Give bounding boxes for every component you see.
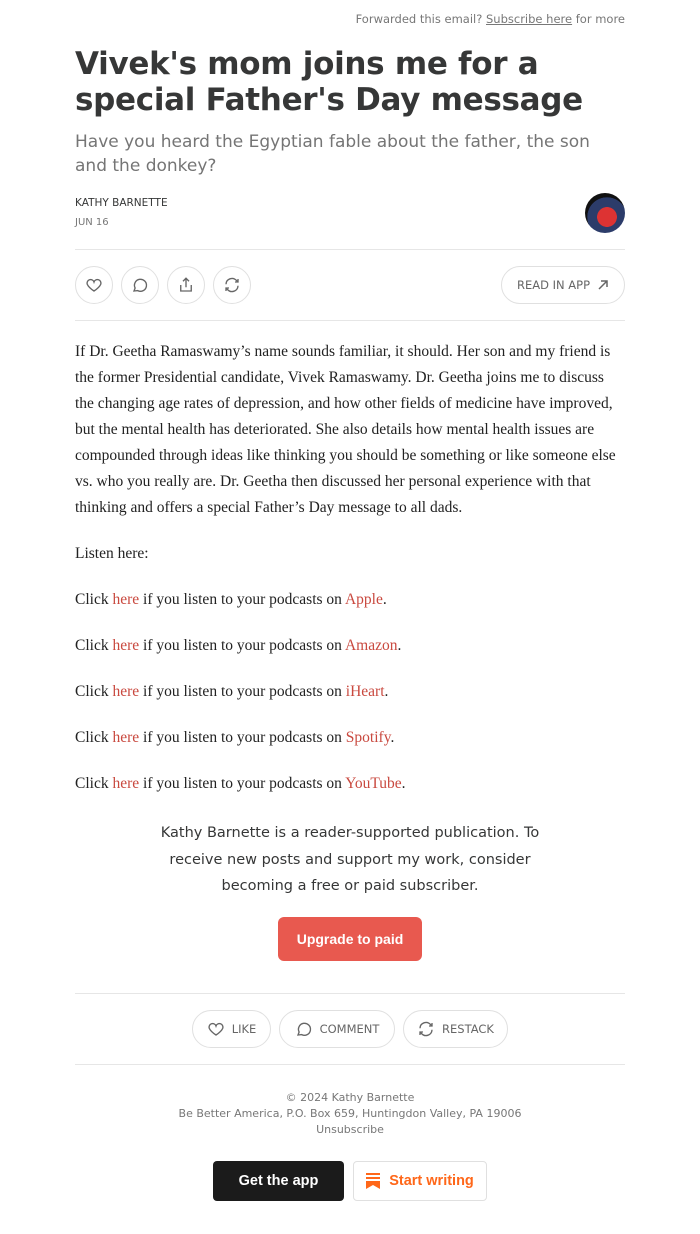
divider xyxy=(75,993,625,994)
platform-link[interactable]: iHeart xyxy=(345,683,385,700)
podcast-link-line: Click here if you listen to your podcasts on Spotify. xyxy=(75,729,395,746)
footer xyxy=(75,1090,625,1138)
copyright: © 2024 Kathy Barnette xyxy=(285,1091,415,1104)
share-icon xyxy=(177,276,195,294)
here-link[interactable]: here xyxy=(112,775,140,792)
here-link[interactable]: here xyxy=(112,683,140,700)
heart-icon xyxy=(85,276,103,294)
comment-button[interactable] xyxy=(121,266,159,304)
author-name[interactable]: KATHY BARNETTE xyxy=(75,197,168,209)
get-the-app-button[interactable]: Get the app xyxy=(213,1161,344,1201)
forward-notice: Forwarded this email? Subscribe here for more xyxy=(355,12,625,26)
here-link[interactable]: here xyxy=(112,591,140,608)
podcast-link-line: Click here if you listen to your podcasts on Apple. xyxy=(75,591,387,608)
upgrade-to-paid-button[interactable]: Upgrade to paid xyxy=(278,917,422,961)
restack-icon xyxy=(417,1020,435,1038)
unsubscribe-link[interactable]: Unsubscribe xyxy=(316,1123,384,1136)
substack-logo-icon xyxy=(366,1173,380,1189)
comment-icon xyxy=(131,276,149,294)
intro-paragraph: If Dr. Geetha Ramaswamy’s name sounds familiar, it should. Her son and my friend is the former Presidential candidate, Vivek Ramaswamy. Dr. Geetha joins me to discuss the changing age rates of depression, and how other fields of medicine have improved, but the mental health has deteriorated. She also details how mental health issues are compounded through ideas like thinking you should be something or like someone else vs. who you really are. Dr. Geetha then discussed her personal experience with that thinking and offers a special Father’s Day message to all dads. xyxy=(75,343,616,516)
restack-icon xyxy=(223,276,241,294)
platform-link[interactable]: Amazon xyxy=(344,637,398,654)
subscribe-cta-text: Kathy Barnette is a reader-supported publication. To receive new posts and support my work, consider becoming a free or paid subscriber. xyxy=(160,825,540,894)
subscribe-link[interactable]: Subscribe here xyxy=(486,12,573,26)
post-subtitle: Have you heard the Egyptian fable about the father, the son and the donkey? xyxy=(75,132,590,176)
podcast-link-line: Click here if you listen to your podcasts on YouTube. xyxy=(75,775,406,792)
arrow-up-right-icon xyxy=(597,279,609,291)
post-body xyxy=(75,339,625,817)
post-date: JUN 16 xyxy=(75,217,109,228)
listen-label: Listen here: xyxy=(75,545,149,562)
avatar[interactable] xyxy=(585,193,625,233)
podcast-link-line: Click here if you listen to your podcasts on Amazon. xyxy=(75,637,402,654)
podcast-link-line: Click here if you listen to your podcasts on iHeart. xyxy=(75,683,389,700)
like-pill-button[interactable]: LIKE xyxy=(192,1010,271,1048)
comment-pill-button[interactable]: COMMENT xyxy=(279,1010,395,1048)
here-link[interactable]: here xyxy=(112,637,140,654)
post-title[interactable]: Vivek's mom joins me for a special Father's Day message xyxy=(75,46,583,118)
share-button[interactable] xyxy=(167,266,205,304)
restack-button[interactable] xyxy=(213,266,251,304)
platform-link[interactable]: YouTube xyxy=(345,775,402,792)
divider xyxy=(75,320,625,321)
comment-icon xyxy=(295,1020,313,1038)
heart-icon xyxy=(207,1020,225,1038)
address: Be Better America, P.O. Box 659, Huntingdon Valley, PA 19006 xyxy=(178,1107,522,1120)
platform-link[interactable]: Spotify xyxy=(345,729,391,746)
like-button[interactable] xyxy=(75,266,113,304)
read-in-app-button[interactable]: READ IN APP xyxy=(501,266,625,304)
here-link[interactable]: here xyxy=(112,729,140,746)
restack-pill-button[interactable]: RESTACK xyxy=(403,1010,508,1048)
divider xyxy=(75,1064,625,1065)
divider xyxy=(75,249,625,250)
start-writing-button[interactable]: Start writing xyxy=(353,1161,487,1201)
platform-link[interactable]: Apple xyxy=(344,591,383,608)
